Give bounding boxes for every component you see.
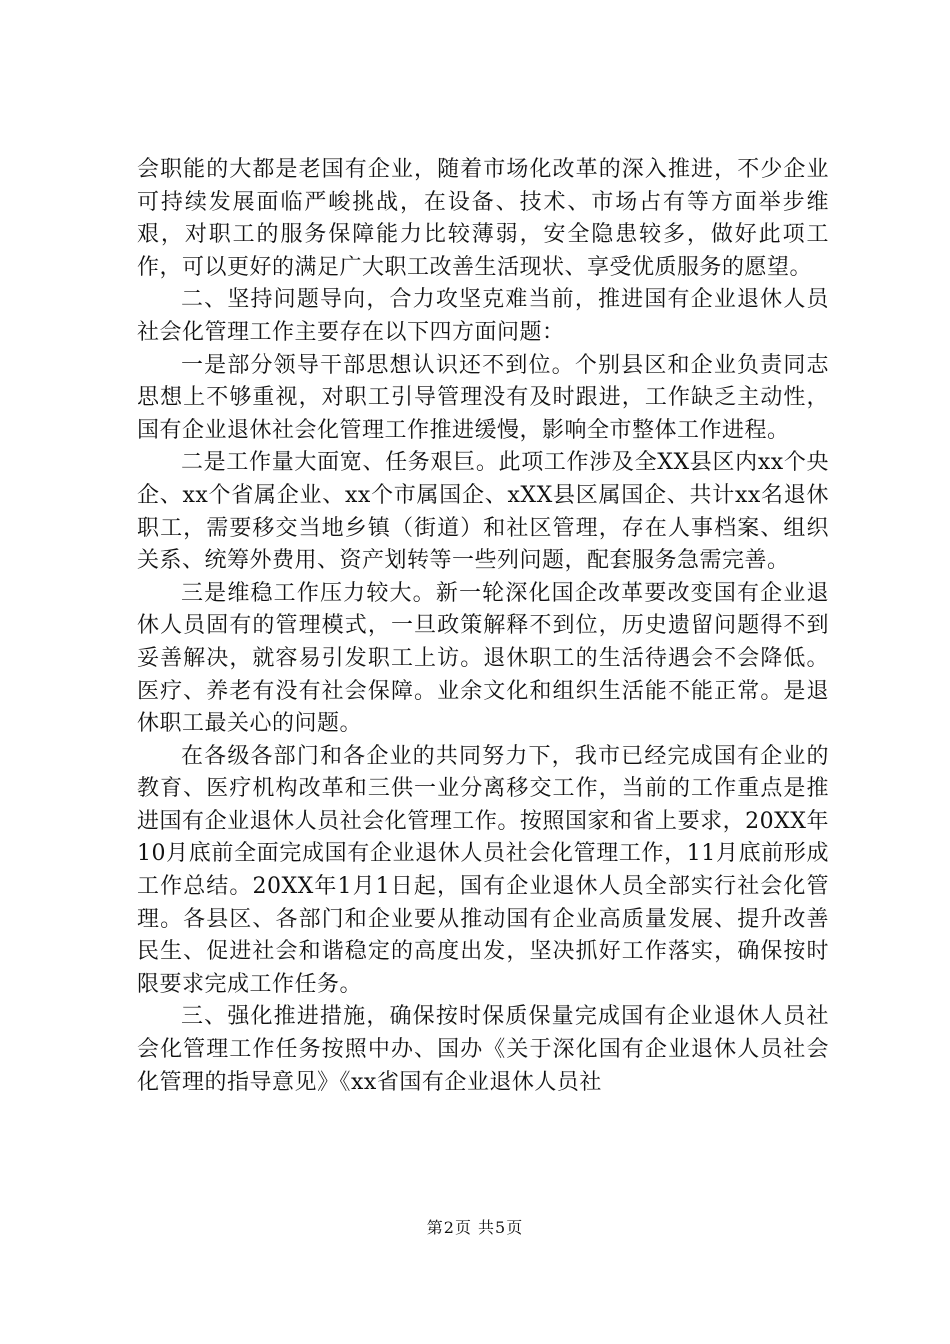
paragraph-section-two-heading: 二、坚持问题导向，合力攻坚克难当前，推进国有企业退休人员社会化管理工作主要存在以下四方面问题：	[137, 287, 829, 345]
paragraph-issue-three: 三是维稳工作压力较大。新一轮深化国企改革要改变国有企业退休人员固有的管理模式，一旦政策解释不到位，历史遗留问题得不到妥善解决，就容易引发职工上访。退休职工的生活待遇会不会降低。医疗、养老有没有社会保障。业余文化和组织生活能不能正常。是退休职工最关心的问题。	[137, 580, 829, 737]
paragraph-section-three-heading: 三、强化推进措施，确保按时保质保量完成国有企业退休人员社会化管理工作任务按照中办、国办《关于深化国有企业退休人员社会化管理的指导意见》《xx省国有企业退休人员社	[137, 1004, 829, 1095]
paragraph-issue-two: 二是工作量大面宽、任务艰巨。此项工作涉及全XX县区内xx个央企、xx个省属企业、xx个市属国企、xXX县区属国企、共计xx名退休职工，需要移交当地乡镇（街道）和社区管理，存在人事档案、组织关系、统筹外费用、资产划转等一些列问题，配套服务急需完善。	[137, 450, 830, 574]
paragraph-progress: 在各级各部门和各企业的共同努力下，我市已经完成国有企业的教育、医疗机构改革和三供一业分离移交工作，当前的工作重点是推进国有企业退休人员社会化管理工作。按照国家和省上要求，20XX年10月底前全面完成国有企业退休人员社会化管理工作，11月底前形成工作总结。20XX年1月1日起，国有企业退休人员全部实行社会化管理。各县区、各部门和企业要从推动国有企业高质量发展、提升改善民生、促进社会和谐稳定的高度出发，坚决抓好工作落实，确保按时限要求完成工作任务。	[137, 743, 829, 997]
paragraph-continued: 会职能的大都是老国有企业，随着市场化改革的深入推进，不少企业可持续发展面临严峻挑战，在设备、技术、市场占有等方面举步维艰，对职工的服务保障能力比较薄弱，安全隐患较多，做好此项工作，可以更好的满足广大职工改善生活现状、享受优质服务的愿望。	[137, 157, 829, 280]
document-body	[137, 154, 829, 1099]
paragraph-issue-one: 一是部分领导干部思想认识还不到位。个别县区和企业负责同志思想上不够重视，对职工引导管理没有及时跟进，工作缺乏主动性，国有企业退休社会化管理工作推进缓慢，影响全市整体工作进程。	[137, 352, 829, 443]
page-number-footer: 第2页 共5页	[426, 1218, 524, 1237]
